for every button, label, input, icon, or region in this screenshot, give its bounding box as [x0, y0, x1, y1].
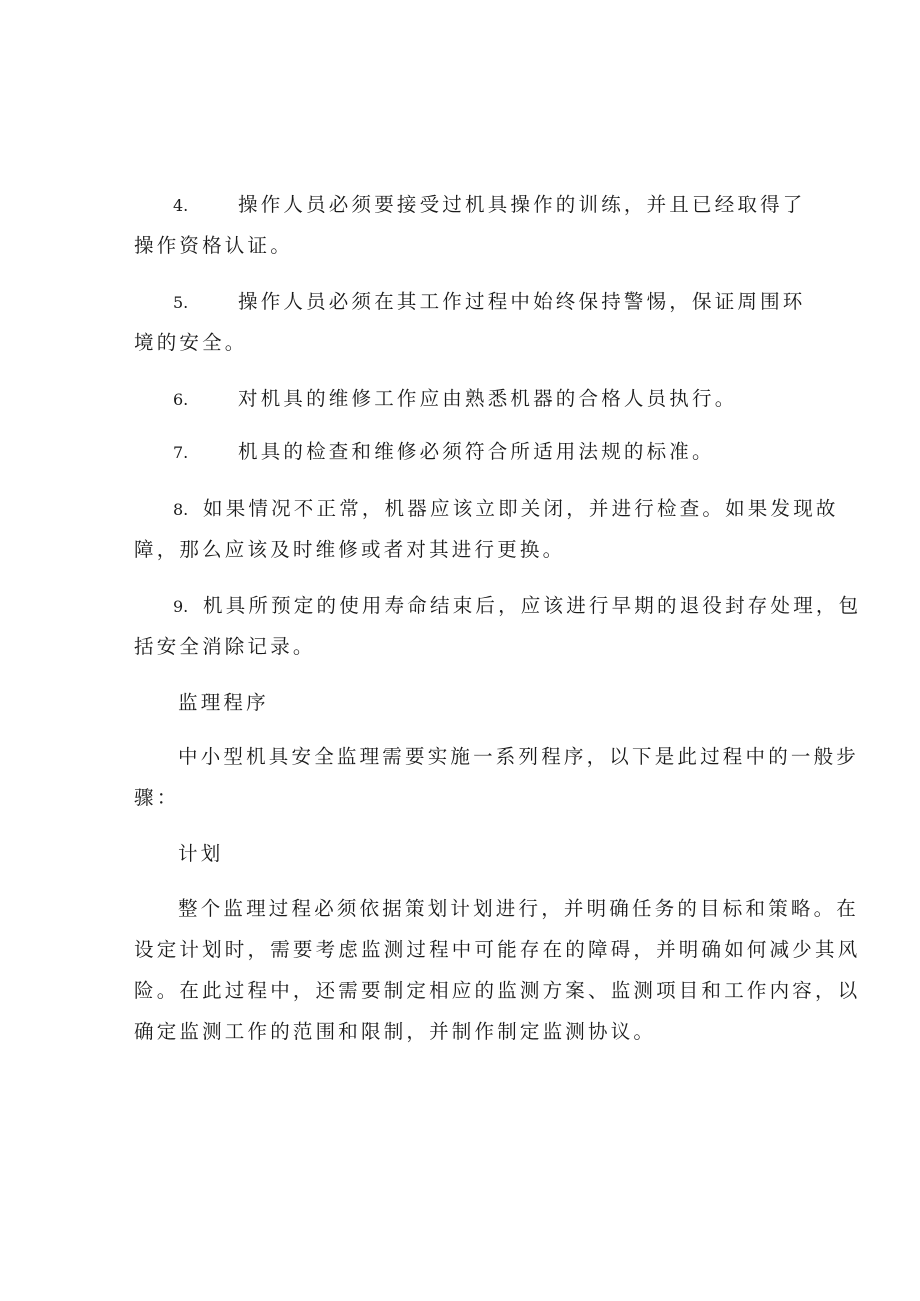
list-item-text: 机具的检查和维修必须符合所适用法规的标准。	[238, 440, 715, 463]
list-item-text: 操作人员必须要接受过机具操作的训练，并且已经取得了	[238, 193, 806, 216]
list-item-text: 操作人员必须在其工作过程中始终保持警惕，保证周围环	[238, 290, 806, 313]
list-item-number: 5.	[173, 293, 189, 312]
list-item-text: 对机具的维修工作应由熟悉机器的合格人员执行。	[238, 387, 738, 410]
paragraph-line: 整个监理过程必须依据策划计划进行，并明确任务的目标和策略。在	[178, 897, 860, 920]
list-item-number: 9.	[173, 597, 189, 616]
list-item-text-continued: 操作资格认证。	[134, 234, 293, 257]
list-item-text-continued: 障，那么应该及时维修或者对其进行更换。	[134, 538, 566, 561]
list-item-number: 7.	[173, 443, 189, 462]
paragraph-line: 中小型机具安全监理需要实施一系列程序，以下是此过程中的一般步	[178, 745, 860, 768]
paragraph-line: 骤：	[134, 786, 180, 809]
paragraph-line: 设定计划时，需要考虑监测过程中可能存在的障碍，并明确如何减少其风	[134, 938, 861, 961]
list-item-number: 6.	[173, 390, 189, 409]
list-item-number: 4.	[173, 196, 189, 215]
list-item-text: 机具所预定的使用寿命结束后，应该进行早期的退役封存处理，包	[203, 594, 862, 617]
section-heading: 监理程序	[178, 691, 269, 714]
list-item-number: 8.	[173, 500, 189, 519]
paragraph-line: 确定监测工作的范围和限制，并制作制定监测协议。	[134, 1020, 657, 1043]
list-item-text: 如果情况不正常，机器应该立即关闭，并进行检查。如果发现故	[203, 497, 839, 520]
list-item-text-continued: 括安全消除记录。	[134, 635, 316, 658]
paragraph-line: 险。在此过程中，还需要制定相应的监测方案、监测项目和工作内容，以	[134, 979, 861, 1002]
section-heading: 计划	[178, 842, 224, 865]
list-item-text-continued: 境的安全。	[134, 331, 248, 354]
